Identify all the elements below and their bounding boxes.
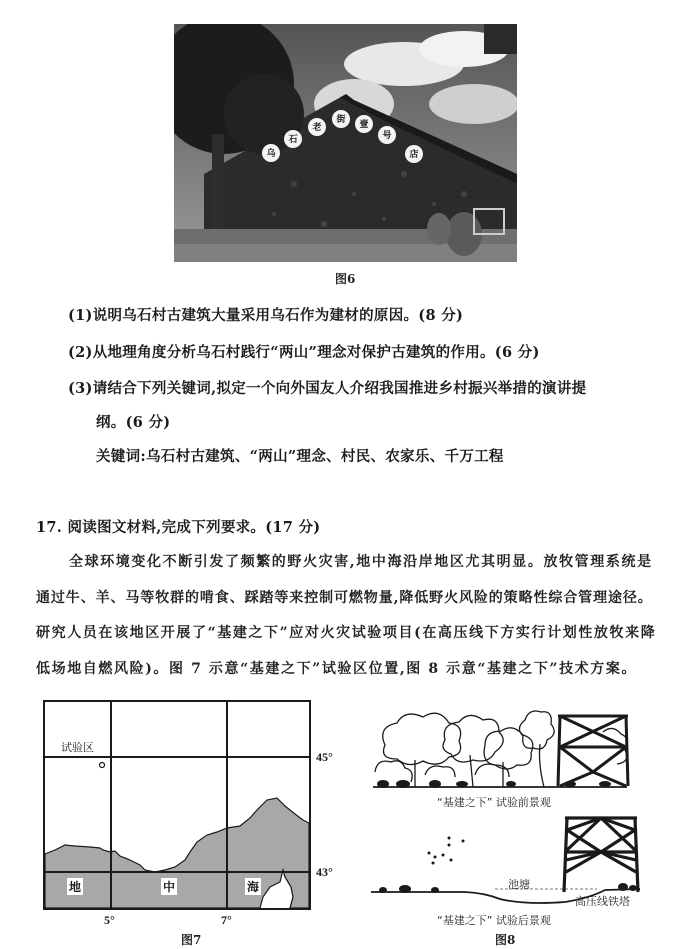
material-line-3: 研究人员在该地区开展了“基建之下”应对火灾试验项目(在高压线下方实行计划性放牧来降	[36, 625, 657, 641]
material-line-1: 全球环境变化不断引发了频繁的野火灾害,地中海沿岸地区尤其明显。放牧管理系统是	[69, 554, 653, 570]
figure7-caption: 图7	[181, 933, 202, 947]
keywords: 关键词:乌石村古建筑、“两山”理念、村民、农家乐、千万工程	[96, 448, 504, 465]
sign-char: 店	[409, 150, 419, 160]
site-label: 试验区	[61, 741, 94, 754]
question-16-3-line1: (3)请结合下列关键词,拟定一个向外国友人介绍我国推进乡村振兴举措的演讲提	[68, 380, 587, 397]
question-16-2: (2)从地理角度分析乌石村践行“两山”理念对保护古建筑的作用。(6 分)	[68, 344, 540, 361]
lat-43-label: 43°	[316, 865, 333, 879]
question-16-3-line2: 纲。(6 分)	[96, 414, 171, 431]
stone-house-photo	[174, 24, 517, 262]
sign-char: 老	[312, 123, 322, 133]
pond-label: 池塘	[508, 878, 530, 891]
material-line-4: 低场地自燃风险)。图 7 示意“基建之下”试验区位置,图 8 示意“基建之下”技术方案。	[36, 661, 638, 677]
sea-label-hai: 海	[247, 880, 260, 894]
sign-char: 石	[288, 135, 298, 145]
sign-char: 壹	[359, 120, 369, 130]
site-marker-icon	[100, 763, 105, 768]
figure8-diagram	[365, 700, 690, 930]
figure7-map	[43, 700, 311, 910]
figure6-photo	[174, 24, 517, 262]
lat-45-label: 45°	[316, 750, 333, 764]
sea-label-zhong: 中	[163, 880, 176, 894]
after-caption: “基建之下” 试验后景观	[437, 914, 551, 927]
tower-label: 高压线铁塔	[575, 895, 630, 908]
tower-after-icon	[564, 818, 638, 892]
lon-5-label: 5°	[104, 913, 115, 927]
before-caption: “基建之下” 试验前景观	[437, 796, 551, 809]
sea-label-di: 地	[69, 880, 82, 894]
tower-before-icon	[558, 716, 628, 786]
sign-char: 乌	[266, 149, 276, 159]
figure8-caption: 图8	[495, 933, 516, 947]
question-16-1: (1)说明乌石村古建筑大量采用乌石作为建材的原因。(8 分)	[68, 307, 464, 324]
sign-char: 号	[382, 131, 392, 141]
figure6-caption: 图6	[335, 272, 356, 286]
question-17-title: 17. 阅读图文材料,完成下列要求。(17 分)	[36, 519, 321, 536]
material-line-2: 通过牛、羊、马等牧群的啃食、踩踏等来控制可燃物量,降低野火风险的策略性综合管理途径。	[36, 590, 653, 606]
lon-7-label: 7°	[221, 913, 232, 927]
sign-char: 街	[336, 115, 346, 125]
